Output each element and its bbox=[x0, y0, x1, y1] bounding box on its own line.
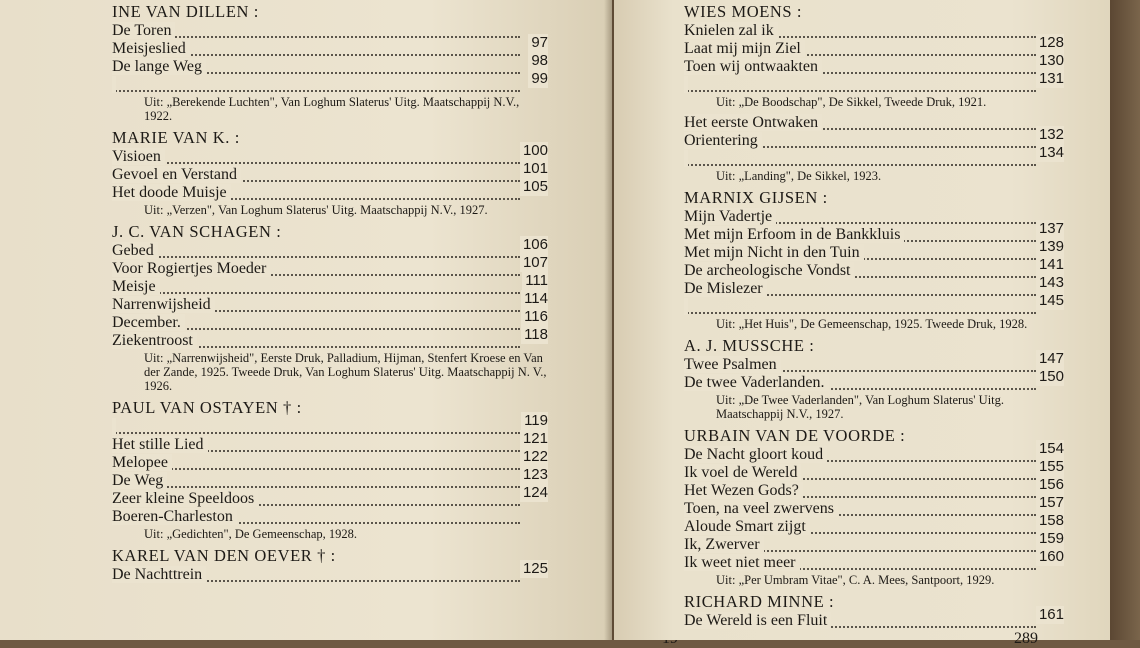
toc-entry bbox=[112, 560, 548, 584]
entry-page-number: 131 bbox=[1036, 70, 1064, 88]
toc-entry bbox=[112, 142, 548, 166]
entry-title: Melopee bbox=[112, 454, 172, 471]
dot-leader bbox=[112, 292, 520, 294]
right-page bbox=[614, 0, 1110, 647]
author-heading: PAUL VAN OSTAYEN † : bbox=[112, 398, 302, 417]
toc-entry bbox=[112, 412, 548, 436]
entry-title: Ik voel de Wereld bbox=[684, 464, 801, 481]
toc-entry bbox=[684, 220, 1064, 244]
toc-entry bbox=[684, 458, 1064, 482]
entry-title bbox=[684, 76, 688, 93]
entry-title: Het doode Muisje bbox=[112, 184, 231, 201]
entry-title: Toen, na veel zwervens bbox=[684, 500, 838, 517]
source-note: Uit: „Verzen", Van Loghum Slaterus' Uitg. Maatschappij N.V., 1927. bbox=[144, 203, 488, 217]
toc-entry bbox=[112, 290, 548, 314]
author-heading: KAREL VAN DEN OEVER † : bbox=[112, 546, 336, 565]
source-note: Uit: „Berekende Luchten", Van Loghum Slaterus' Uitg. Maatschappij N.V., 1922. bbox=[144, 95, 520, 123]
toc-entry bbox=[684, 22, 1064, 40]
dot-leader bbox=[112, 432, 520, 434]
entry-page-number: 119 bbox=[521, 412, 548, 430]
entry-title: Laat mij mijn Ziel bbox=[684, 40, 805, 57]
entry-title: Voor Rogiertjes Moeder bbox=[112, 260, 270, 277]
entry-page-number: 122 bbox=[520, 448, 548, 466]
toc-entry bbox=[684, 208, 1064, 226]
entry-title: Narrenwijsheid bbox=[112, 296, 215, 313]
toc-entry bbox=[112, 484, 548, 508]
toc-entry bbox=[112, 160, 548, 184]
entry-page-number: 143 bbox=[1036, 274, 1064, 292]
entry-page-number: 118 bbox=[521, 326, 548, 344]
toc-entry bbox=[112, 22, 548, 40]
source-note: Uit: „Narrenwijsheid", Eerste Druk, Palladium, Hijman, Stenfert Kroese en Van der Zande, 1925. Tweede Druk, Van Loghum Slaterus' Uitg. Maatschappij N. V., 1926. bbox=[144, 351, 547, 393]
entry-title: Orientering bbox=[684, 132, 762, 149]
entry-title: Meisjeslied bbox=[112, 40, 190, 57]
author-heading: URBAIN VAN DE VOORDE : bbox=[684, 426, 906, 445]
entry-page-number: 123 bbox=[520, 466, 548, 484]
toc-entry bbox=[112, 52, 548, 76]
toc-entry bbox=[684, 530, 1064, 554]
entry-title: Het Wezen Gods? bbox=[684, 482, 803, 499]
entry-page-number: 139 bbox=[1036, 238, 1064, 256]
toc-entry bbox=[684, 440, 1064, 464]
entry-title: Aloude Smart zijgt bbox=[684, 518, 810, 535]
entry-title: Gevoel en Verstand bbox=[112, 166, 241, 183]
left-contents-column bbox=[112, 2, 548, 584]
toc-entry bbox=[684, 52, 1064, 76]
author-heading: J. C. VAN SCHAGEN : bbox=[112, 222, 282, 241]
toc-entry bbox=[684, 274, 1064, 298]
entry-title: Met mijn Nicht in den Tuin bbox=[684, 244, 864, 261]
entry-title: Het stille Lied bbox=[112, 436, 208, 453]
dot-leader bbox=[684, 90, 1036, 92]
entry-page-number: 105 bbox=[520, 178, 548, 196]
entry-title: De twee Vaderlanden. bbox=[684, 374, 829, 391]
page-edge-shadow bbox=[1110, 0, 1140, 640]
author-heading: WIES MOENS : bbox=[684, 2, 803, 21]
entry-title: De archeologische Vondst bbox=[684, 262, 854, 279]
toc-entry bbox=[684, 368, 1064, 392]
source-note: Uit: „Gedichten", De Gemeenschap, 1928. bbox=[144, 527, 358, 541]
entry-page-number: 130 bbox=[1036, 52, 1064, 70]
entry-page-number: 121 bbox=[520, 430, 548, 448]
entry-title: Ik, Zwerver bbox=[684, 536, 764, 553]
entry-page-number: 97 bbox=[528, 34, 548, 52]
entry-title: Gebed bbox=[112, 242, 158, 259]
entry-title: Met mijn Erfoom in de Bankkluis bbox=[684, 226, 904, 243]
entry-title: De Weg bbox=[112, 472, 167, 489]
dot-leader bbox=[112, 90, 520, 92]
author-heading: MARIE VAN K. : bbox=[112, 128, 240, 147]
entry-page-number: 106 bbox=[520, 236, 548, 254]
entry-page-number: 145 bbox=[1036, 292, 1064, 310]
entry-title: Twee Psalmen bbox=[684, 356, 781, 373]
toc-entry bbox=[684, 512, 1064, 536]
entry-title: Meisje bbox=[112, 278, 160, 295]
dot-leader bbox=[112, 256, 520, 258]
dot-leader bbox=[684, 164, 1036, 166]
toc-entry bbox=[112, 326, 548, 350]
toc-entry bbox=[112, 34, 548, 58]
entry-page-number: 156 bbox=[1036, 476, 1064, 494]
entry-page-number: 100 bbox=[520, 142, 548, 160]
entry-page-number: 98 bbox=[528, 52, 548, 70]
dot-leader bbox=[112, 162, 520, 164]
entry-page-number: 132 bbox=[1036, 126, 1064, 144]
entry-title bbox=[684, 298, 688, 315]
entry-page-number: 154 bbox=[1036, 440, 1064, 458]
entry-title: De Nacht gloort koud bbox=[684, 446, 827, 463]
entry-title: De lange Weg bbox=[112, 58, 206, 75]
toc-entry bbox=[684, 292, 1064, 316]
toc-entry bbox=[684, 476, 1064, 500]
toc-entry bbox=[112, 254, 548, 278]
toc-entry bbox=[112, 272, 548, 296]
entry-title: Boeren-Charleston bbox=[112, 508, 237, 525]
entry-title: Ik weet niet meer bbox=[684, 554, 800, 571]
toc-entry bbox=[684, 606, 1064, 630]
entry-page-number: 116 bbox=[521, 308, 548, 326]
toc-entry bbox=[684, 114, 1064, 132]
dot-leader bbox=[112, 486, 520, 488]
entry-page-number: 160 bbox=[1036, 548, 1064, 566]
toc-entry bbox=[684, 70, 1064, 94]
toc-entry bbox=[112, 70, 548, 94]
entry-page-number: 161 bbox=[1036, 606, 1064, 624]
author-heading: MARNIX GIJSEN : bbox=[684, 188, 828, 207]
entry-title: De Toren bbox=[112, 22, 175, 39]
author-heading: INE VAN DILLEN : bbox=[112, 2, 259, 21]
toc-entry bbox=[112, 430, 548, 454]
entry-page-number: 99 bbox=[528, 70, 548, 88]
author-heading: A. J. MUSSCHE : bbox=[684, 336, 815, 355]
dot-leader bbox=[684, 312, 1036, 314]
toc-entry bbox=[684, 494, 1064, 518]
author-heading: RICHARD MINNE : bbox=[684, 592, 835, 611]
toc-entry bbox=[684, 548, 1064, 572]
toc-entry bbox=[684, 350, 1064, 374]
entry-page-number: 155 bbox=[1036, 458, 1064, 476]
entry-title: December. bbox=[112, 314, 185, 331]
toc-entry bbox=[112, 466, 548, 490]
entry-title: De Nachttrein bbox=[112, 566, 206, 583]
entry-page-number: 137 bbox=[1036, 220, 1064, 238]
entry-page-number: 159 bbox=[1036, 530, 1064, 548]
toc-entry bbox=[112, 178, 548, 202]
entry-page-number: 111 bbox=[522, 272, 548, 290]
entry-page-number: 128 bbox=[1036, 34, 1064, 52]
entry-title: Zeer kleine Speeldoos bbox=[112, 490, 258, 507]
right-contents-column bbox=[684, 2, 1064, 630]
toc-entry bbox=[684, 144, 1064, 168]
source-note: Uit: „Het Huis", De Gemeenschap, 1925. Tweede Druk, 1928. bbox=[716, 317, 1028, 331]
source-note: Uit: „De Boodschap", De Sikkel, Tweede Druk, 1921. bbox=[716, 95, 987, 109]
entry-page-number: 124 bbox=[520, 484, 548, 502]
entry-title: De Mislezer bbox=[684, 280, 767, 297]
entry-title: Het eerste Ontwaken bbox=[684, 114, 822, 131]
toc-entry bbox=[684, 126, 1064, 150]
entry-title bbox=[112, 76, 116, 93]
entry-title: Mijn Vadertje bbox=[684, 208, 776, 225]
toc-entry bbox=[112, 236, 548, 260]
entry-page-number: 147 bbox=[1036, 350, 1064, 368]
toc-entry bbox=[112, 448, 548, 472]
entry-page-number: 114 bbox=[521, 290, 548, 308]
right-page-number: 289 bbox=[1014, 630, 1038, 647]
entry-page-number: 141 bbox=[1036, 256, 1064, 274]
entry-page-number: 107 bbox=[520, 254, 548, 272]
source-note: Uit: „Landing", De Sikkel, 1923. bbox=[716, 169, 882, 183]
toc-entry bbox=[684, 238, 1064, 262]
toc-entry bbox=[112, 308, 548, 332]
toc-entry bbox=[112, 508, 548, 526]
entry-title bbox=[684, 150, 688, 167]
source-note: Uit: „De Twee Vaderlanden", Van Loghum Slaterus' Uitg. Maatschappij N.V., 1927. bbox=[716, 393, 1005, 421]
toc-entry bbox=[684, 34, 1064, 58]
toc-entry bbox=[684, 256, 1064, 280]
entry-title bbox=[112, 418, 116, 435]
entry-page-number: 158 bbox=[1036, 512, 1064, 530]
entry-title: Knielen zal ik bbox=[684, 22, 778, 39]
entry-page-number: 125 bbox=[520, 560, 548, 578]
entry-title: Toen wij ontwaakten bbox=[684, 58, 822, 75]
dot-leader bbox=[112, 468, 520, 470]
entry-page-number: 134 bbox=[1036, 144, 1064, 162]
entry-title: Visioen bbox=[112, 148, 165, 165]
source-note: Uit: „Per Umbram Vitae", C. A. Mees, Santpoort, 1929. bbox=[716, 573, 995, 587]
entry-title: Ziekentroost bbox=[112, 332, 197, 349]
entry-page-number: 157 bbox=[1036, 494, 1064, 512]
entry-page-number: 150 bbox=[1036, 368, 1064, 386]
entry-page-number: 101 bbox=[520, 160, 548, 178]
entry-title: De Wereld is een Fluit bbox=[684, 612, 831, 629]
